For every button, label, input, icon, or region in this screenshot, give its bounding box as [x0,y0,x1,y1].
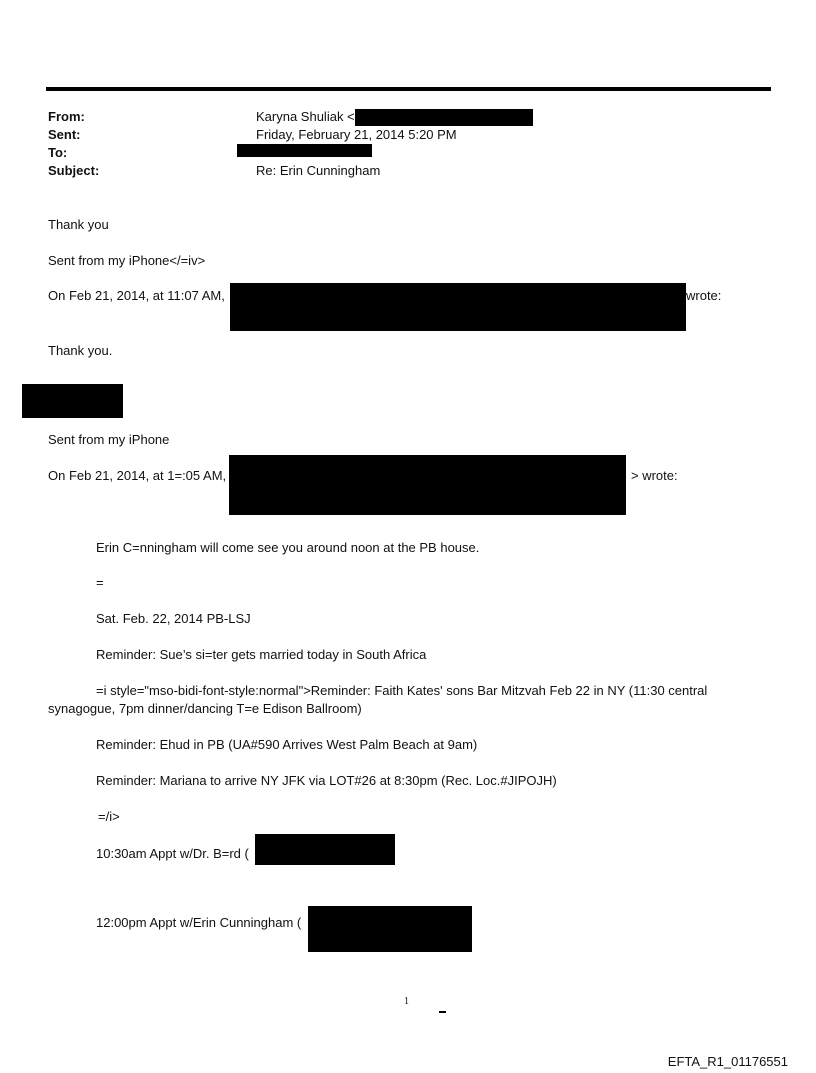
subject-label: Subject: [48,163,100,178]
sent-value: Friday, February 21, 2014 5:20 PM [256,127,457,142]
reminder-faith-line-1: =i style="mso-bidi-font-style:normal">Reminder: Faith Kates' sons Bar Mitzvah Feb 22 in NY (11:30 central [96,683,708,698]
from-value: Karyna Shuliak < [256,109,355,124]
reminder-ehud: Reminder: Ehud in PB (UA#590 Arrives West Palm Beach at 9am) [96,737,478,752]
sent-from-iphone-1: Sent from my iPhone</=iv> [48,253,206,268]
footer-dash [439,1011,446,1013]
redaction-appt-2 [308,906,472,952]
sent-from-iphone-2: Sent from my iPhone [48,432,170,447]
redaction-signature [22,384,123,418]
to-label: To: [48,145,68,160]
reply-line-1-suffix: wrote: [686,288,722,303]
reminder-mariana: Reminder: Mariana to arrive NY JFK via LOT#26 at 8:30pm (Rec. Loc.#JIPOJH) [96,773,557,788]
sent-label: Sent: [48,127,81,142]
header-rule [46,87,771,91]
thank-you-text: Thank you [48,217,109,232]
subject-value: Re: Erin Cunningham [256,163,381,178]
page-number: 1 [404,996,409,1007]
thank-you-text-2: Thank you. [48,343,113,358]
equals-line: = [96,575,104,590]
from-label: From: [48,109,85,124]
reply-line-1-prefix: On Feb 21, 2014, at 11:07 AM, [48,288,225,303]
reply-line-2-suffix: > wrote: [631,468,678,483]
document-id: EFTA_R1_01176551 [667,1054,788,1069]
redaction-appt-1 [255,834,395,865]
reminder-faith-line-2: synagogue, 7pm dinner/dancing T=e Edison Ballroom) [48,701,362,716]
redaction-sender-1 [230,283,686,331]
reminder-sue: Reminder: Sue’s si=ter gets married today in South Africa [96,647,427,662]
close-italic-tag: =/i> [98,809,120,824]
erin-visit-line: Erin C=nningham will come see you around noon at the PB house. [96,540,480,555]
redaction-from-email [355,109,533,126]
reply-line-2-prefix: On Feb 21, 2014, at 1=:05 AM, [48,468,227,483]
redaction-sender-2 [229,455,626,515]
appointment-dr: 10:30am Appt w/Dr. B=rd ( [96,846,249,861]
redaction-to [237,144,372,157]
schedule-date: Sat. Feb. 22, 2014 PB-LSJ [96,611,251,626]
appointment-erin: 12:00pm Appt w/Erin Cunningham ( [96,915,302,930]
